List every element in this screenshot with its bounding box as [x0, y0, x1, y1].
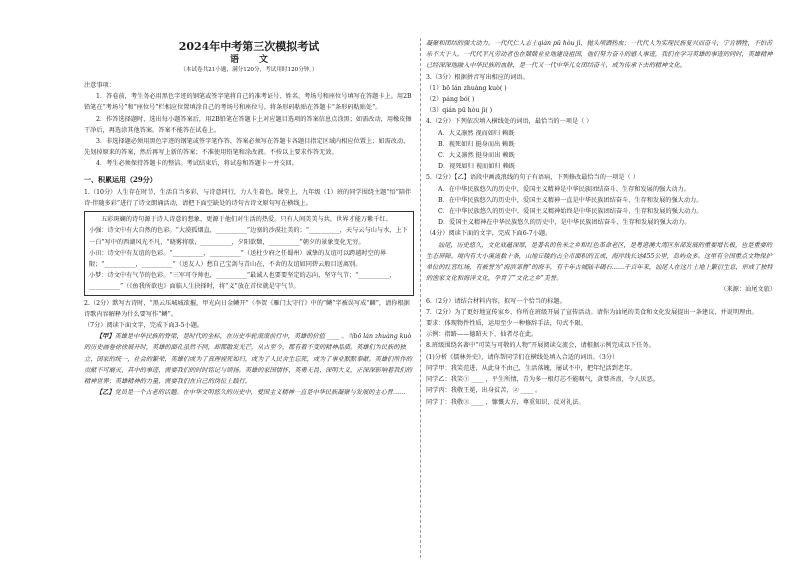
passage-jia [84, 331, 414, 387]
question-6: 6.（2分）请结合材料内容，拟写一个恰当的标题。 [426, 297, 566, 305]
instructions-label: 注意事项： [84, 82, 115, 89]
pinyin-2: （2）páng bó( ) [426, 96, 475, 104]
instruction-item: 3．非选择题必须用黑色字迹的钢笔或签字笔作答，答案必须写在答题卡各题目指定区域内相应位置上；如需改动，先划掉原来的答案，然后再写上新的答案；不准使用铅笔和涂改液。不按以上要求作答无效。 [84, 138, 410, 157]
question-7: 7.（2分）为了更好地宣传家乡，你所在班级开展了宣传活动。请你为汕尾的美食和文化发展提出一条建议，并说明理由。 [426, 308, 758, 316]
q4-option: B．视死如归 挺身而出 赖既 [438, 140, 515, 148]
poetry-box [84, 211, 414, 295]
q4-option: C．大义凛然 挺身而出 赖既 [438, 152, 515, 160]
pinyin-1: （1）bō lán zhuàng kuò( ) [426, 84, 507, 92]
q5-option: B．在中华民族悠久的历史中，爱国主义精神一直是中华民族团结奋斗、生存和发展的强大动力。 [438, 196, 703, 204]
question-8: 8.班级围绕名著中“可笑与可敬的人物”开展阅读交流会，请根据示例完成以下任务。 [426, 342, 655, 350]
q5-option: C．在中华民族悠久的历史中，爱国主义精神始终是中华民族团结奋斗、生存和发展的强大动力。 [438, 208, 703, 216]
instruction-item: 4．考生必须保持答题卡的整洁。考试结束后，将试卷和答题卡一并交回。 [96, 160, 298, 168]
dialog-line: 同学乙：我笑① ____ ，平生所情，青为多一根灯芯不能咽气，贪婪吝啬，令人厌恶。 [426, 376, 659, 384]
box-line: 小田：诗文中有友谊的色彩。“__________，__________”（送杜少府之任蜀州）诚挚的友谊可以跨越时空的界限；“__________，__________”（送友人）愁自己宝剑与青山在，不舍的友谊如同碧云般目送离别。 [89, 249, 387, 269]
exam-title: 2024年中考第三次模拟考试 [178, 40, 320, 53]
section-heading: 一、积累运用（29分） [84, 174, 157, 184]
q7-example: 示例：指路——德昭天下，仙者尽在此。 [426, 331, 538, 339]
q4-option: D．视死如归 视而如归 赖既 [438, 163, 515, 171]
question-1: 1.（10分）人生存在时节，生活自当多彩，与诗意同行，力人生着色。课堂上，九年级（1）班的同学围绕主题“悟”陪伴诗·伴随多彩”进行了诗文朗诵活动，请把下面空缺处的诗句古诗文原句写在横线上。 [84, 188, 412, 208]
reading-intro-2: （4分）阅读下面的文字，完成下面6-7小题。 [426, 230, 552, 238]
q8-subquestion: (1)分析《儒林外史》，请你帮同学们在横线处填入合适的词语。（3分） [426, 353, 619, 361]
dialog-line: 同学甲：我笑范进，从此身不由己，生活落魄，屡试不中，把年纪活到老年。 [426, 364, 637, 372]
box-line: 小强：诗文中有大自然的色彩。“大漠孤烟直，__________”边塞的沙漠壮美的；“__________，天与云与山与水，上下一白”写中的西湖风光不凡，“晓雾将歇，__________，夕阳欲颓，__________”朝夕的景象变化无穷。 [89, 227, 408, 246]
column-divider [420, 38, 422, 558]
question-4: 4.（2分）下列依次填入横线处的词语，最恰当的一项是（ ） [426, 118, 593, 126]
reading-intro: （7分）阅读下面文字，完成下面3-5小题。 [84, 322, 204, 330]
box-line: 小梦：诗文中有气节的色彩。“三军可夺帅也，__________”最诚人也要要坚定的志向，坚守气节；“__________，__________”（《鱼我所欲也》面临人生抉择时，将“义”放在首位就是守气节。 [89, 272, 396, 291]
passage-continued: 凝聚和团结的强大动力。一代代仁人志士qián pū hòu jì、抛头颅洒热血；一代代人为实现民族复兴而奋斗，宁肯牺牲，不怕苦乐不大于人。一代代平凡劳动者也在兢兢业业地建设祖国，他们努力奋斗的感人事迹，我们在学习英雄的事迹的同时，英雄精神已经深深地融入中华民族的血脉，是一代又一代中华儿女团结奋斗，成为传承下去的精神文化。 [426, 40, 773, 70]
right-column [426, 38, 776, 408]
left-column [84, 40, 414, 398]
passage-yi-text: 党员是一个古老的话题。在中华文明悠久的历史中，爱国主义精神一直是中华民族凝聚与发展的主心骨…… [114, 389, 406, 397]
exam-note: （本试卷共21小题，满分120分，考试用时120分钟。） [180, 67, 318, 73]
question-2: 2.（2分）默写古诗时，“黑云压城城欲摧，甲光向日金鳞开”（李贺《雁门太守行》中的“鳞”字被误写成“麟”，请你根据诗歌内容解释为什么要写作“鳞”。 [84, 299, 410, 318]
q5-option: A．在中华民族悠久的历史中，爱国主义精神是中华民族团结奋斗、生存和发展的强大动力。 [438, 185, 690, 193]
question-3: 3.（3分）根据拼音写出相应的词语。 [426, 73, 529, 81]
box-line: 五彩斑斓的诗句源于诗人诗意的想象，更源于他们对生活的热爱。只有人间美美与共，世界才能万紫千红。 [101, 216, 392, 224]
passage-source: （来源：汕尾文旅） [720, 286, 776, 294]
passage-yi [84, 387, 414, 398]
instruction-item: 2．作答选择题时，选出每小题答案后，用2B铅笔在答题卡上对应题目选项的答案信息点涂黑；如需改动，用橡皮擦干净后，再选涂其他答案。答案不能答在试卷上。 [84, 115, 412, 134]
shanwei-passage: 汕尾，历史悠久，文化底蕴深厚，是著名的鱼米之乡和红色革命老区，是粤港澳大湾区东部发展的重要增长极，也是重要的生态屏障。境内有大小溪流数十条，山地丘陵约占全市面积的五成，海岸线长达455公里，岛屿众多。这里有全国重点文物保护单位的红宫红场，有被誉为“海滨邹鲁”的海丰，有千年古城陆丰碣石……千百年来，汕尾人在这片土地上繁衍生息，形成了独特的渔家文化和海洋文化，孕育了“文化之乡”美誉。 [426, 241, 773, 283]
dialog-line: 同学丙：我敬王冕，出身贫苦，② ____ 。 [426, 387, 542, 395]
dialog-line: 同学丁：我敬③ ____ ，慷慨大方，尊重知识，反对礼法。 [426, 398, 585, 406]
instruction-item: 1．答卷前，考生务必用黑色字迹的钢笔或签字笔将自己的准考证号、姓名、考场号和座位号填写在答题卡上。用2B铅笔在“考场号”和“座位号”栏相应位置填涂自己的考场号和座位号。将条形码粘贴在答题卡“条形码粘贴处”。 [84, 93, 412, 112]
q4-option: A．大义凛然 视而如归 赖既 [438, 129, 515, 137]
q7-requirement: 要求：体现物件性质，运用至少一种修辞手法，句式不限。 [426, 320, 587, 328]
q5-option: D．爱国主义精神在中华民族悠久的历史中，是中华民族团结奋斗、生存和发展的强大动力。 [438, 219, 691, 227]
passage-jia-label: 【甲】 [96, 333, 115, 341]
question-5: 5.（2分）【乙】语段中画波浪线的句子有语病，下列修改最恰当的一项是（ ） [426, 174, 639, 182]
pinyin-3: （3）qián pū hòu jì( ) [426, 107, 493, 115]
passage-jia-text: 英雄是中华民族的脊梁，是时代的坐标，在历史车轮滚滚前行中，英雄的价值 ____ 。当bō lán zhuàng kuò的历史画卷徐徐展开时，英雄的面孔虽然不同，却都散发光芒，从古至今，都有着不变的精神品质。英雄们为民族的独立、国家的统一，社会的繁荣，英雄们或为了真理视死如归，或为了人民舍生忘死，或为了事业默默奉献。英雄们所作的贡献不可磨灭，其中的事迹，需要我们的时时铭记与颂扬。英雄的家国情怀、英勇无畏、深明大义，正深深影响着我们的精神世界；英雄精神的力量，需要我们在自己的岗位上践行。 [84, 333, 412, 386]
passage-yi-label: 【乙】 [96, 389, 115, 397]
subject-title: 语文 [229, 55, 288, 65]
